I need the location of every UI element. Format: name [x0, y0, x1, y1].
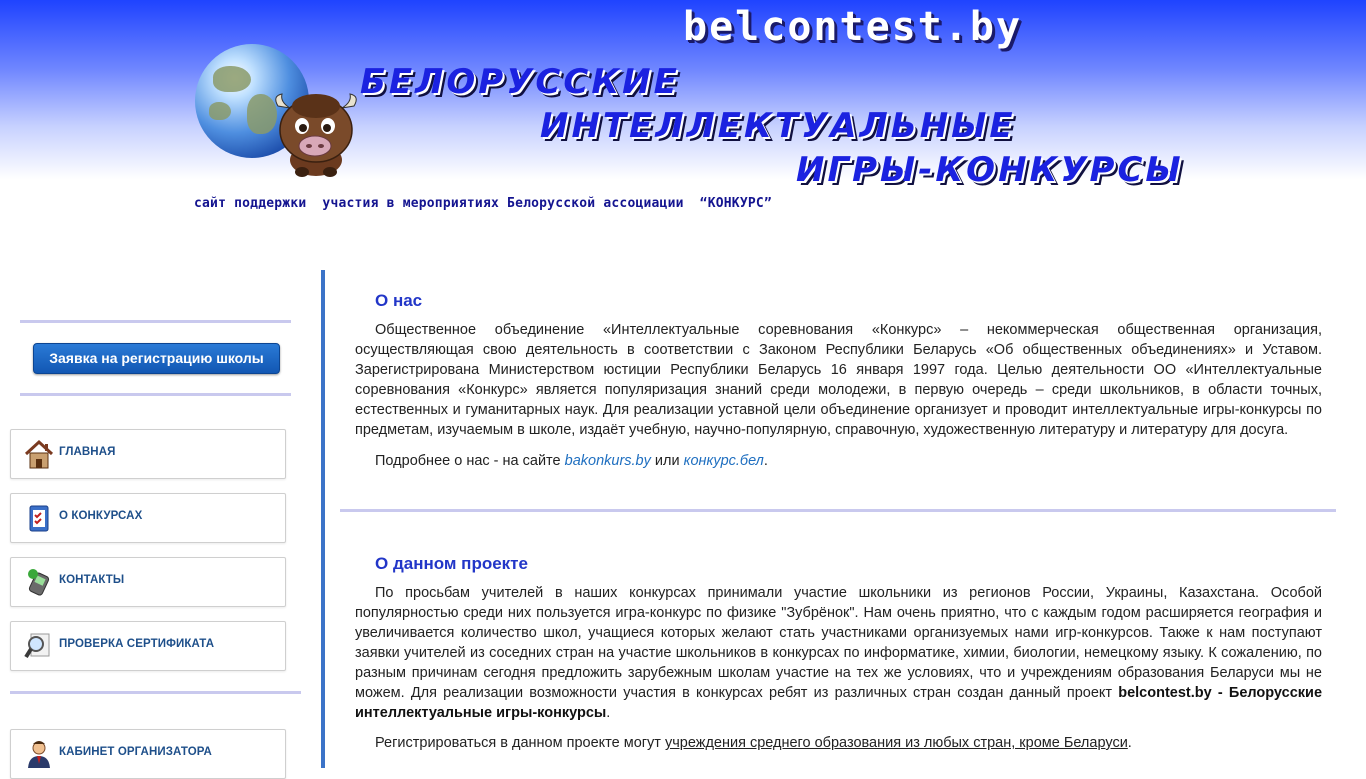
sidebar-item-about-contests[interactable] [10, 493, 286, 543]
project-text-bold: belcontest.by - Белорусские интеллектуальные игры-конкурсы [355, 685, 1323, 721]
bison-mascot-icon [268, 88, 364, 180]
sidebar-item-label: КОНТАКТЫ [59, 574, 125, 586]
organizer-icon [23, 738, 55, 770]
about-more-or: или [650, 453, 684, 469]
project-register [355, 733, 1322, 753]
content-divider [340, 509, 1336, 512]
sidebar-divider [20, 320, 291, 323]
sidebar-divider [20, 393, 291, 396]
about-title: О нас [375, 291, 423, 310]
sidebar-item-label: ПРОВЕРКА СЕРТИФИКАТА [59, 638, 215, 650]
content-divider-vertical [321, 270, 325, 768]
about-more-prefix: Подробнее о нас - на сайте [375, 453, 565, 469]
title-line-1: БЕЛОРУССКИЕ [360, 62, 680, 102]
sidebar-item-contacts[interactable] [10, 557, 286, 607]
clipboard-icon [23, 502, 55, 534]
sidebar-item-label: О КОНКУРСАХ [59, 510, 143, 522]
project-title: О данном проекте [375, 554, 528, 573]
site-header [0, 0, 1366, 230]
register-school-button[interactable]: Заявка на регистрацию школы [33, 343, 280, 374]
register-prefix: Регистрироваться в данном проекте могут [375, 735, 665, 751]
about-more [355, 451, 1322, 471]
project-text [355, 583, 1322, 723]
sidebar-divider [10, 691, 301, 694]
sidebar-item-organizer-cabinet[interactable] [10, 729, 286, 779]
bakonkurs-link[interactable]: bakonkurs.by [564, 453, 651, 469]
tagline: сайт поддержки участия в мероприятиях Белорусской ассоциации “КОНКУРС” [194, 196, 772, 211]
about-more-suffix: . [763, 453, 768, 469]
site-name: belcontest.by [683, 4, 1023, 50]
project-text-main: По просьбам учителей в наших конкурсах принимали участие школьники из регионов России, Украины, Казахстана. Особой популярностью среди них пользуется игра-конкурс по физике "Зубрёнок". Нам очень приятно, что с каждым годом расширяется география и увеличивается количество школ, учащиеся которых желают стать участниками организуемых нами игр-конкурсов. Также к нам поступают заявки учителей из соседних стран на участие школьников в конкурсах по информатике, химии, биологии, немецкому языку. К сожалению, по разным причинам сегодня предложить зарубежным школам участие на тех же условиях, что и учреждениям образования Беларуси мы не можем. Для реализации возможности участия в конкурсах ребят из различных стран создан данный проект [355, 585, 1322, 701]
about-text: Общественное объединение «Интеллектуальные соревнования «Конкурс» – некоммерческая общественная организация, осуществляющая свою деятельность в соответствии с Законом Республики Беларусь «Об общественных объединениях» и Уставом. Зарегистрирована Министерством юстиции Республики Беларусь 16 января 1997 года. Целью деятельности ОО «Интеллектуальные соревнования «Конкурс» является популяризация знаний среди молодежи, в первую очередь – среди школьников, в области точных, естественных и гуманитарных наук. Для реализации уставной цели объединение организует и проводит интеллектуальные игры-конкурсы по предметам, изучаемым в школе, издаёт учебную, научно-популярную, справочную, художественную литературу и литературу для досуга. [355, 322, 1322, 438]
sidebar-item-label: КАБИНЕТ ОРГАНИЗАТОРА [59, 746, 212, 758]
sidebar [0, 270, 305, 768]
title-line-2: ИНТЕЛЛЕКТУАЛЬНЫЕ [540, 106, 1016, 146]
phone-icon [23, 566, 55, 598]
register-suffix: . [1127, 735, 1132, 751]
sidebar-item-label: ГЛАВНАЯ [59, 446, 116, 458]
title-line-3: ИГРЫ-КОНКУРСЫ [796, 150, 1184, 190]
project-text-end: . [606, 705, 611, 721]
magnifier-certificate-icon [23, 630, 55, 662]
home-icon [23, 438, 55, 470]
konkurs-bel-link[interactable]: конкурс.бел [683, 453, 764, 469]
register-underlined: учреждения среднего образования из любых стран, кроме Беларуси [664, 735, 1128, 751]
sidebar-item-certificate-check[interactable] [10, 621, 286, 671]
sidebar-item-home[interactable] [10, 429, 286, 479]
